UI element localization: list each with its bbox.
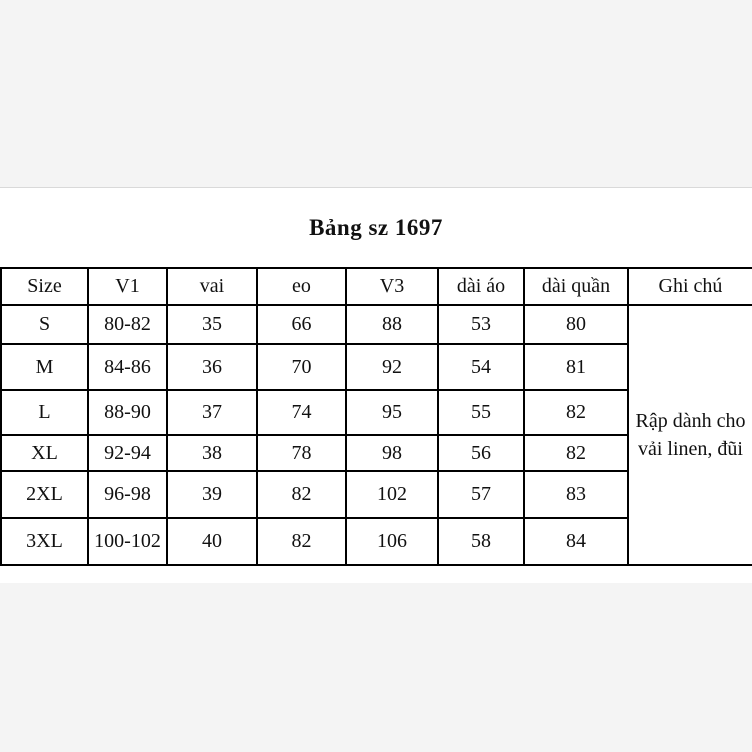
column-header-dai-quan: dài quần — [524, 268, 628, 305]
size-label: M — [1, 344, 88, 390]
size-chart-sheet — [0, 187, 752, 583]
measurement-cell: 82 — [524, 390, 628, 435]
column-header-vai: vai — [167, 268, 257, 305]
measurement-cell: 84 — [524, 518, 628, 565]
bottom-margin-band — [0, 583, 752, 752]
measurement-cell: 38 — [167, 435, 257, 471]
measurement-cell: 35 — [167, 305, 257, 344]
measurement-cell: 66 — [257, 305, 346, 344]
measurement-cell: 102 — [346, 471, 438, 518]
measurement-cell: 95 — [346, 390, 438, 435]
size-label: S — [1, 305, 88, 344]
measurement-cell: 92-94 — [88, 435, 167, 471]
measurement-cell: 70 — [257, 344, 346, 390]
size-table — [0, 267, 752, 566]
measurement-cell: 40 — [167, 518, 257, 565]
measurement-cell: 80-82 — [88, 305, 167, 344]
measurement-cell: 74 — [257, 390, 346, 435]
column-header-eo: eo — [257, 268, 346, 305]
measurement-cell: 54 — [438, 344, 524, 390]
measurement-cell: 81 — [524, 344, 628, 390]
measurement-cell: 56 — [438, 435, 524, 471]
measurement-cell: 82 — [257, 471, 346, 518]
size-row-S — [1, 305, 752, 344]
column-header-v3: V3 — [346, 268, 438, 305]
size-label: XL — [1, 435, 88, 471]
measurement-cell: 100-102 — [88, 518, 167, 565]
measurement-cell: 39 — [167, 471, 257, 518]
chart-title: Bảng sz 1697 — [309, 214, 443, 240]
measurement-cell: 92 — [346, 344, 438, 390]
column-header-dai-ao: dài áo — [438, 268, 524, 305]
measurement-cell: 57 — [438, 471, 524, 518]
size-label: 3XL — [1, 518, 88, 565]
column-header-ghi-chu: Ghi chú — [628, 268, 752, 305]
top-margin-band — [0, 0, 752, 187]
measurement-cell: 106 — [346, 518, 438, 565]
measurement-cell: 84-86 — [88, 344, 167, 390]
column-header-size: Size — [1, 268, 88, 305]
measurement-cell: 98 — [346, 435, 438, 471]
measurement-cell: 96-98 — [88, 471, 167, 518]
measurement-cell: 88-90 — [88, 390, 167, 435]
measurement-cell: 82 — [257, 518, 346, 565]
measurement-cell: 88 — [346, 305, 438, 344]
measurement-cell: 82 — [524, 435, 628, 471]
size-label: L — [1, 390, 88, 435]
measurement-cell: 83 — [524, 471, 628, 518]
measurement-cell: 58 — [438, 518, 524, 565]
measurement-cell: 36 — [167, 344, 257, 390]
measurement-cell: 80 — [524, 305, 628, 344]
measurement-cell: 78 — [257, 435, 346, 471]
measurement-cell: 37 — [167, 390, 257, 435]
column-header-v1: V1 — [88, 268, 167, 305]
header-row — [1, 268, 752, 305]
note-cell: Rập dành cho vải linen, đũi — [628, 305, 752, 565]
size-label: 2XL — [1, 471, 88, 518]
measurement-cell: 53 — [438, 305, 524, 344]
measurement-cell: 55 — [438, 390, 524, 435]
